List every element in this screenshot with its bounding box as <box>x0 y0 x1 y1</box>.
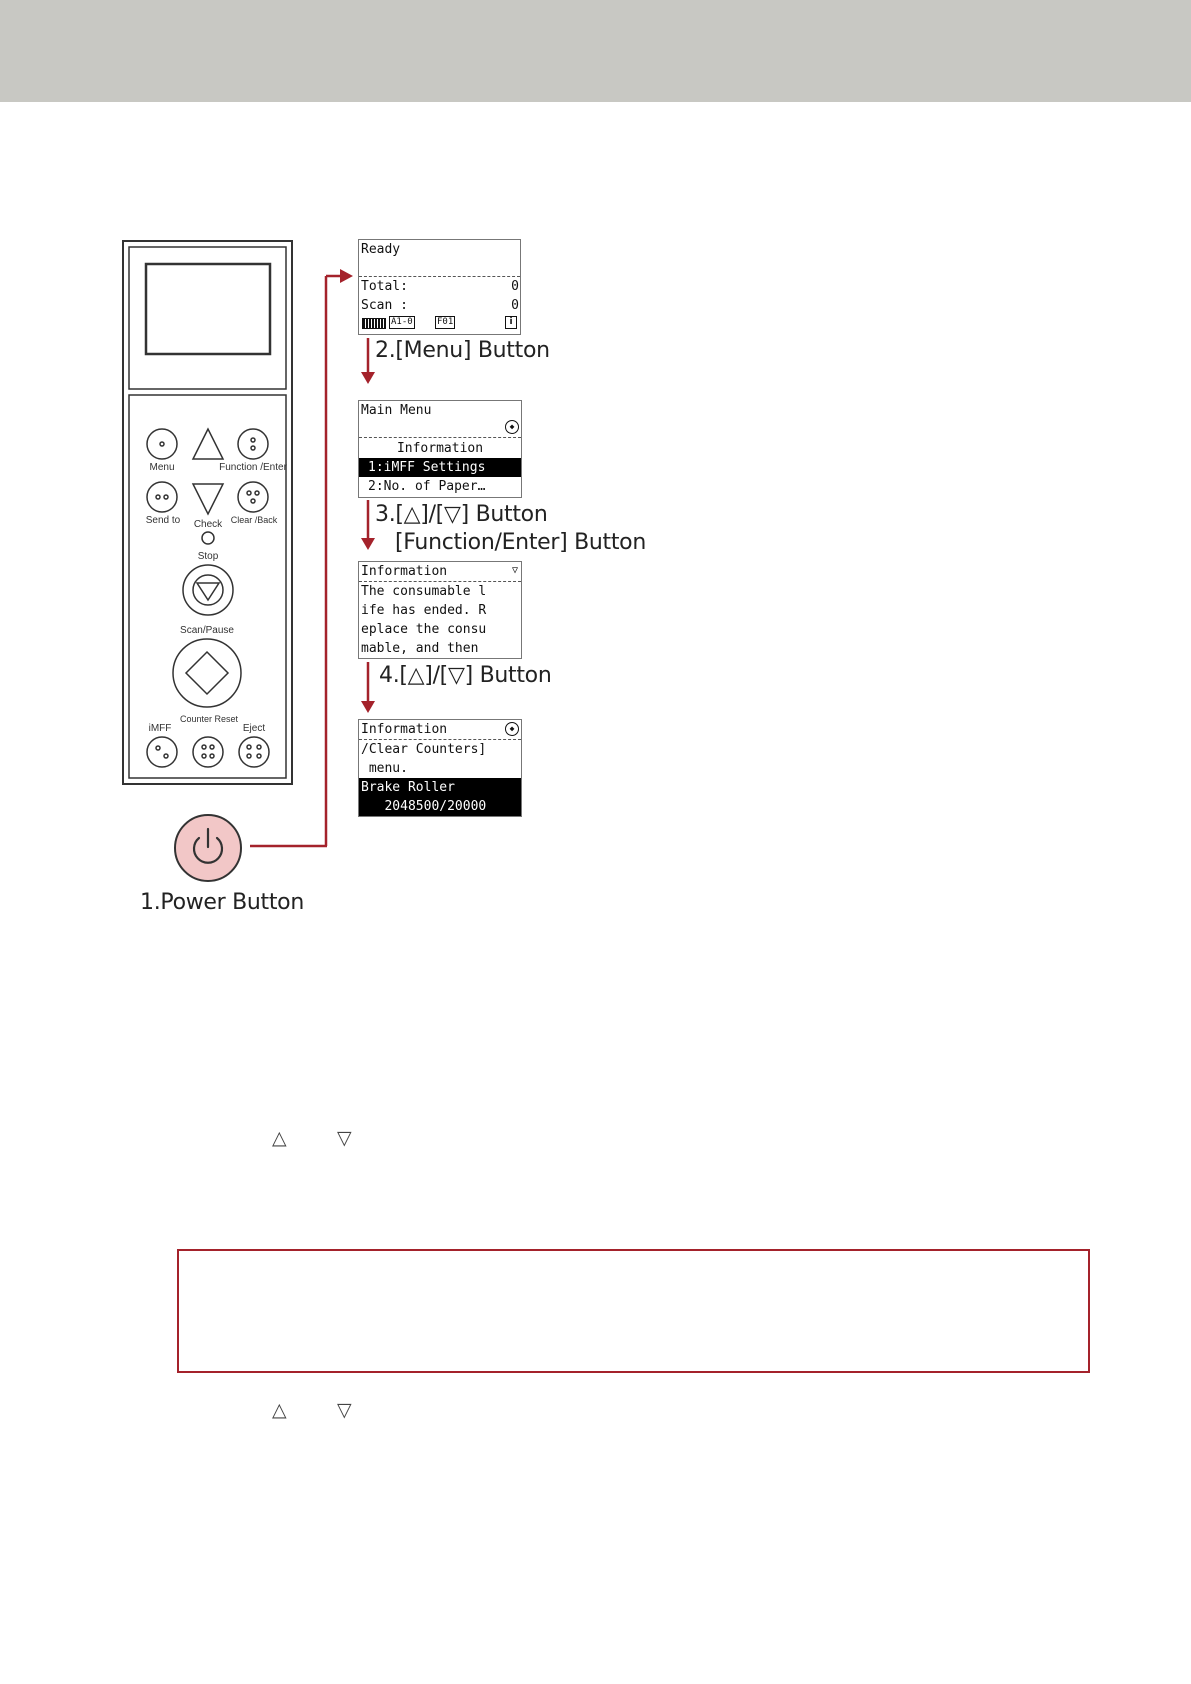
label-counter-reset: Counter Reset <box>179 714 239 724</box>
label-eject: Eject <box>242 723 266 734</box>
info-line: ife has ended. R <box>361 603 487 618</box>
scroll-updown-icon: ◆ <box>505 420 519 434</box>
lcd-title: Ready <box>361 242 401 257</box>
menu-item-information: Information <box>396 441 484 456</box>
down-triangle-icon <box>193 484 223 514</box>
label-stop: Stop <box>197 551 219 562</box>
menu-button <box>147 429 177 459</box>
info-line: menu. <box>361 761 408 776</box>
lcd-information-screen-2 <box>358 719 522 817</box>
menu-item-imff-settings: 1:iMFF Settings <box>359 458 521 477</box>
battery-icon <box>362 318 386 329</box>
caution-box <box>177 1249 1090 1373</box>
down-triangle-icon: ▽ <box>337 1399 352 1421</box>
lcd-title: Main Menu <box>361 403 432 418</box>
step-4-label: 4.[△]/[▽] Button <box>379 663 552 688</box>
arrow-to-ready <box>340 269 353 283</box>
label-function-enter: Function /Enter <box>219 462 287 473</box>
scroll-down-icon: ▽ <box>511 565 518 576</box>
down-triangle-icon: ▽ <box>337 1127 352 1149</box>
label-send-to: Send to <box>145 515 181 526</box>
lcd-title: Information <box>361 722 448 737</box>
step-3-label: 3.[△]/[▽] Button <box>375 502 548 527</box>
step-2-label: 2.[Menu] Button <box>375 338 550 363</box>
label-scan-pause: Scan/Pause <box>180 625 234 636</box>
step-3-sub-label: [Function/Enter] Button <box>395 530 646 555</box>
lcd-main-menu-screen <box>358 400 522 498</box>
counter-reset-button <box>193 737 223 767</box>
lcd-scan-value: 0 <box>511 298 519 313</box>
lcd-total-label: Total: <box>361 279 408 294</box>
function-enter-button <box>238 429 268 459</box>
menu-item-no-of-paper: 2:No. of Paper… <box>368 479 486 494</box>
label-imff: iMFF <box>148 723 172 734</box>
power-button <box>175 815 241 881</box>
lcd-information-screen-1 <box>358 561 522 659</box>
lcd-total-value: 0 <box>511 279 519 294</box>
label-check: Check <box>193 519 223 530</box>
lcd-ready-screen <box>358 239 521 335</box>
lcd-status-profile: F01 <box>437 317 454 327</box>
up-triangle-icon <box>193 429 223 459</box>
lcd-title: Information <box>361 564 448 579</box>
info-line: The consumable l <box>361 584 487 599</box>
eject-button <box>239 737 269 767</box>
up-triangle-icon: △ <box>272 1399 287 1421</box>
step-1-label: 1.Power Button <box>140 890 304 915</box>
lcd-scan-label: Scan : <box>361 298 408 313</box>
imff-button <box>147 737 177 767</box>
info-line-highlight: Brake Roller <box>359 778 521 797</box>
scroll-updown-icon: ◆ <box>505 722 519 736</box>
scan-pause-button <box>173 639 241 707</box>
label-menu: Menu <box>149 462 175 473</box>
info-line: mable, and then <box>361 641 479 656</box>
info-icon: i <box>505 316 517 329</box>
stop-button <box>183 565 233 615</box>
info-line: /Clear Counters] <box>361 742 487 757</box>
clear-back-button <box>238 482 268 512</box>
send-to-button <box>147 482 177 512</box>
check-indicator <box>202 532 214 544</box>
info-line: eplace the consu <box>361 622 487 637</box>
info-line-highlight: 2048500/20000 <box>359 797 521 816</box>
up-triangle-icon: △ <box>272 1127 287 1149</box>
lcd-status-mode: A1-0 <box>391 317 413 327</box>
label-clear-back: Clear /Back <box>230 515 278 525</box>
